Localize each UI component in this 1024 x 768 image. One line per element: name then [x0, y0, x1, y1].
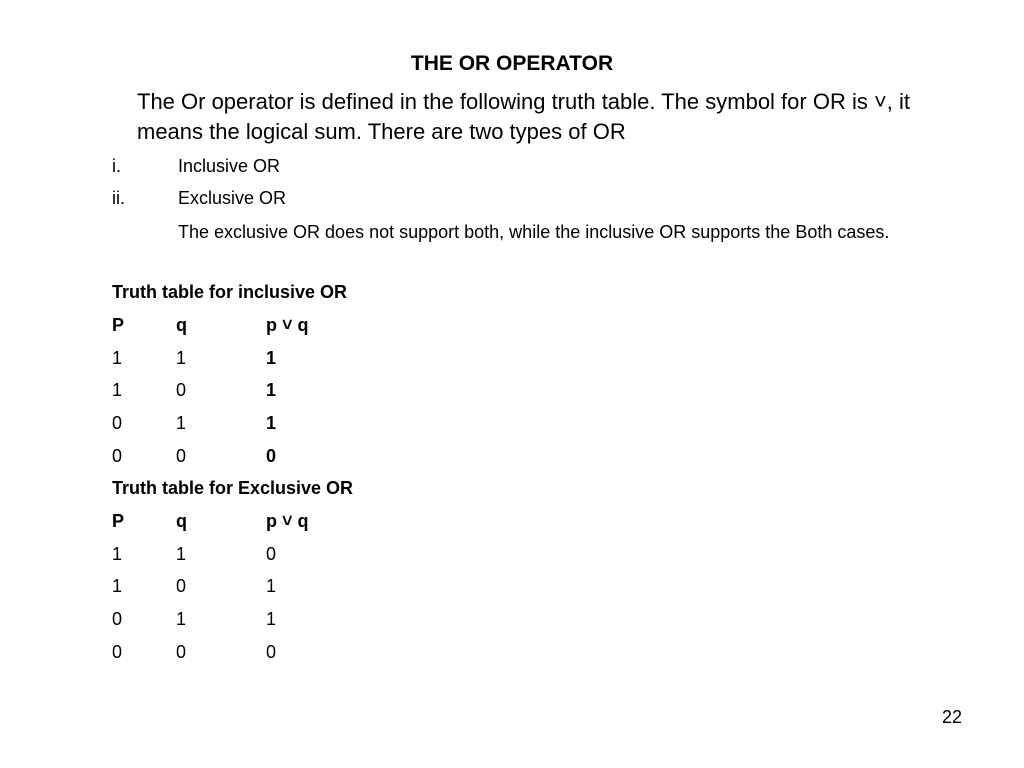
page-number: 22 — [941, 707, 962, 727]
cell-q: 1 — [176, 347, 187, 368]
list-text: Exclusive OR — [178, 188, 287, 208]
cell-p: 1 — [112, 380, 123, 401]
cell-p: 0 — [112, 609, 123, 630]
cell-q: 0 — [176, 641, 187, 662]
slide-title: THE OR OPERATOR — [410, 52, 614, 75]
cell-result: 1 — [266, 576, 277, 597]
cell-result: 1 — [266, 347, 277, 368]
header-q: q — [176, 511, 187, 531]
header-p: P — [112, 511, 125, 531]
cell-result: 1 — [266, 609, 277, 630]
list-number: ii. — [112, 188, 125, 208]
cell-result: 1 — [266, 413, 277, 434]
cell-p: 1 — [112, 543, 123, 564]
cell-result: 1 — [266, 380, 277, 401]
cell-result: 0 — [266, 543, 277, 564]
header-q: q — [176, 315, 187, 335]
cell-p: 0 — [112, 413, 123, 434]
cell-q: 1 — [176, 543, 187, 564]
explanation-note: The exclusive OR does not support both, while the inclusive OR supports the Both cases. — [178, 222, 890, 242]
intro-paragraph: The Or operator is defined in the following truth table. The symbol for OR is ˅, it means the logical sum. There are two types of OR — [137, 89, 911, 144]
cell-q: 1 — [176, 413, 187, 434]
cell-result: 0 — [266, 445, 277, 466]
list-text: Inclusive OR — [178, 156, 281, 176]
cell-p: 1 — [112, 347, 123, 368]
list-number: i. — [112, 156, 121, 176]
header-p-or-q: p ˅ q — [266, 511, 309, 531]
cell-p: 0 — [112, 641, 123, 662]
exclusive-table-heading: Truth table for Exclusive OR — [112, 478, 354, 498]
cell-q: 0 — [176, 445, 187, 466]
header-p: P — [112, 315, 125, 335]
cell-result: 0 — [266, 641, 277, 662]
cell-p: 0 — [112, 445, 123, 466]
cell-q: 0 — [176, 380, 187, 401]
cell-q: 1 — [176, 609, 187, 630]
cell-p: 1 — [112, 576, 123, 597]
cell-q: 0 — [176, 576, 187, 597]
inclusive-table-heading: Truth table for inclusive OR — [112, 282, 348, 302]
header-p-or-q: p ˅ q — [266, 315, 309, 335]
